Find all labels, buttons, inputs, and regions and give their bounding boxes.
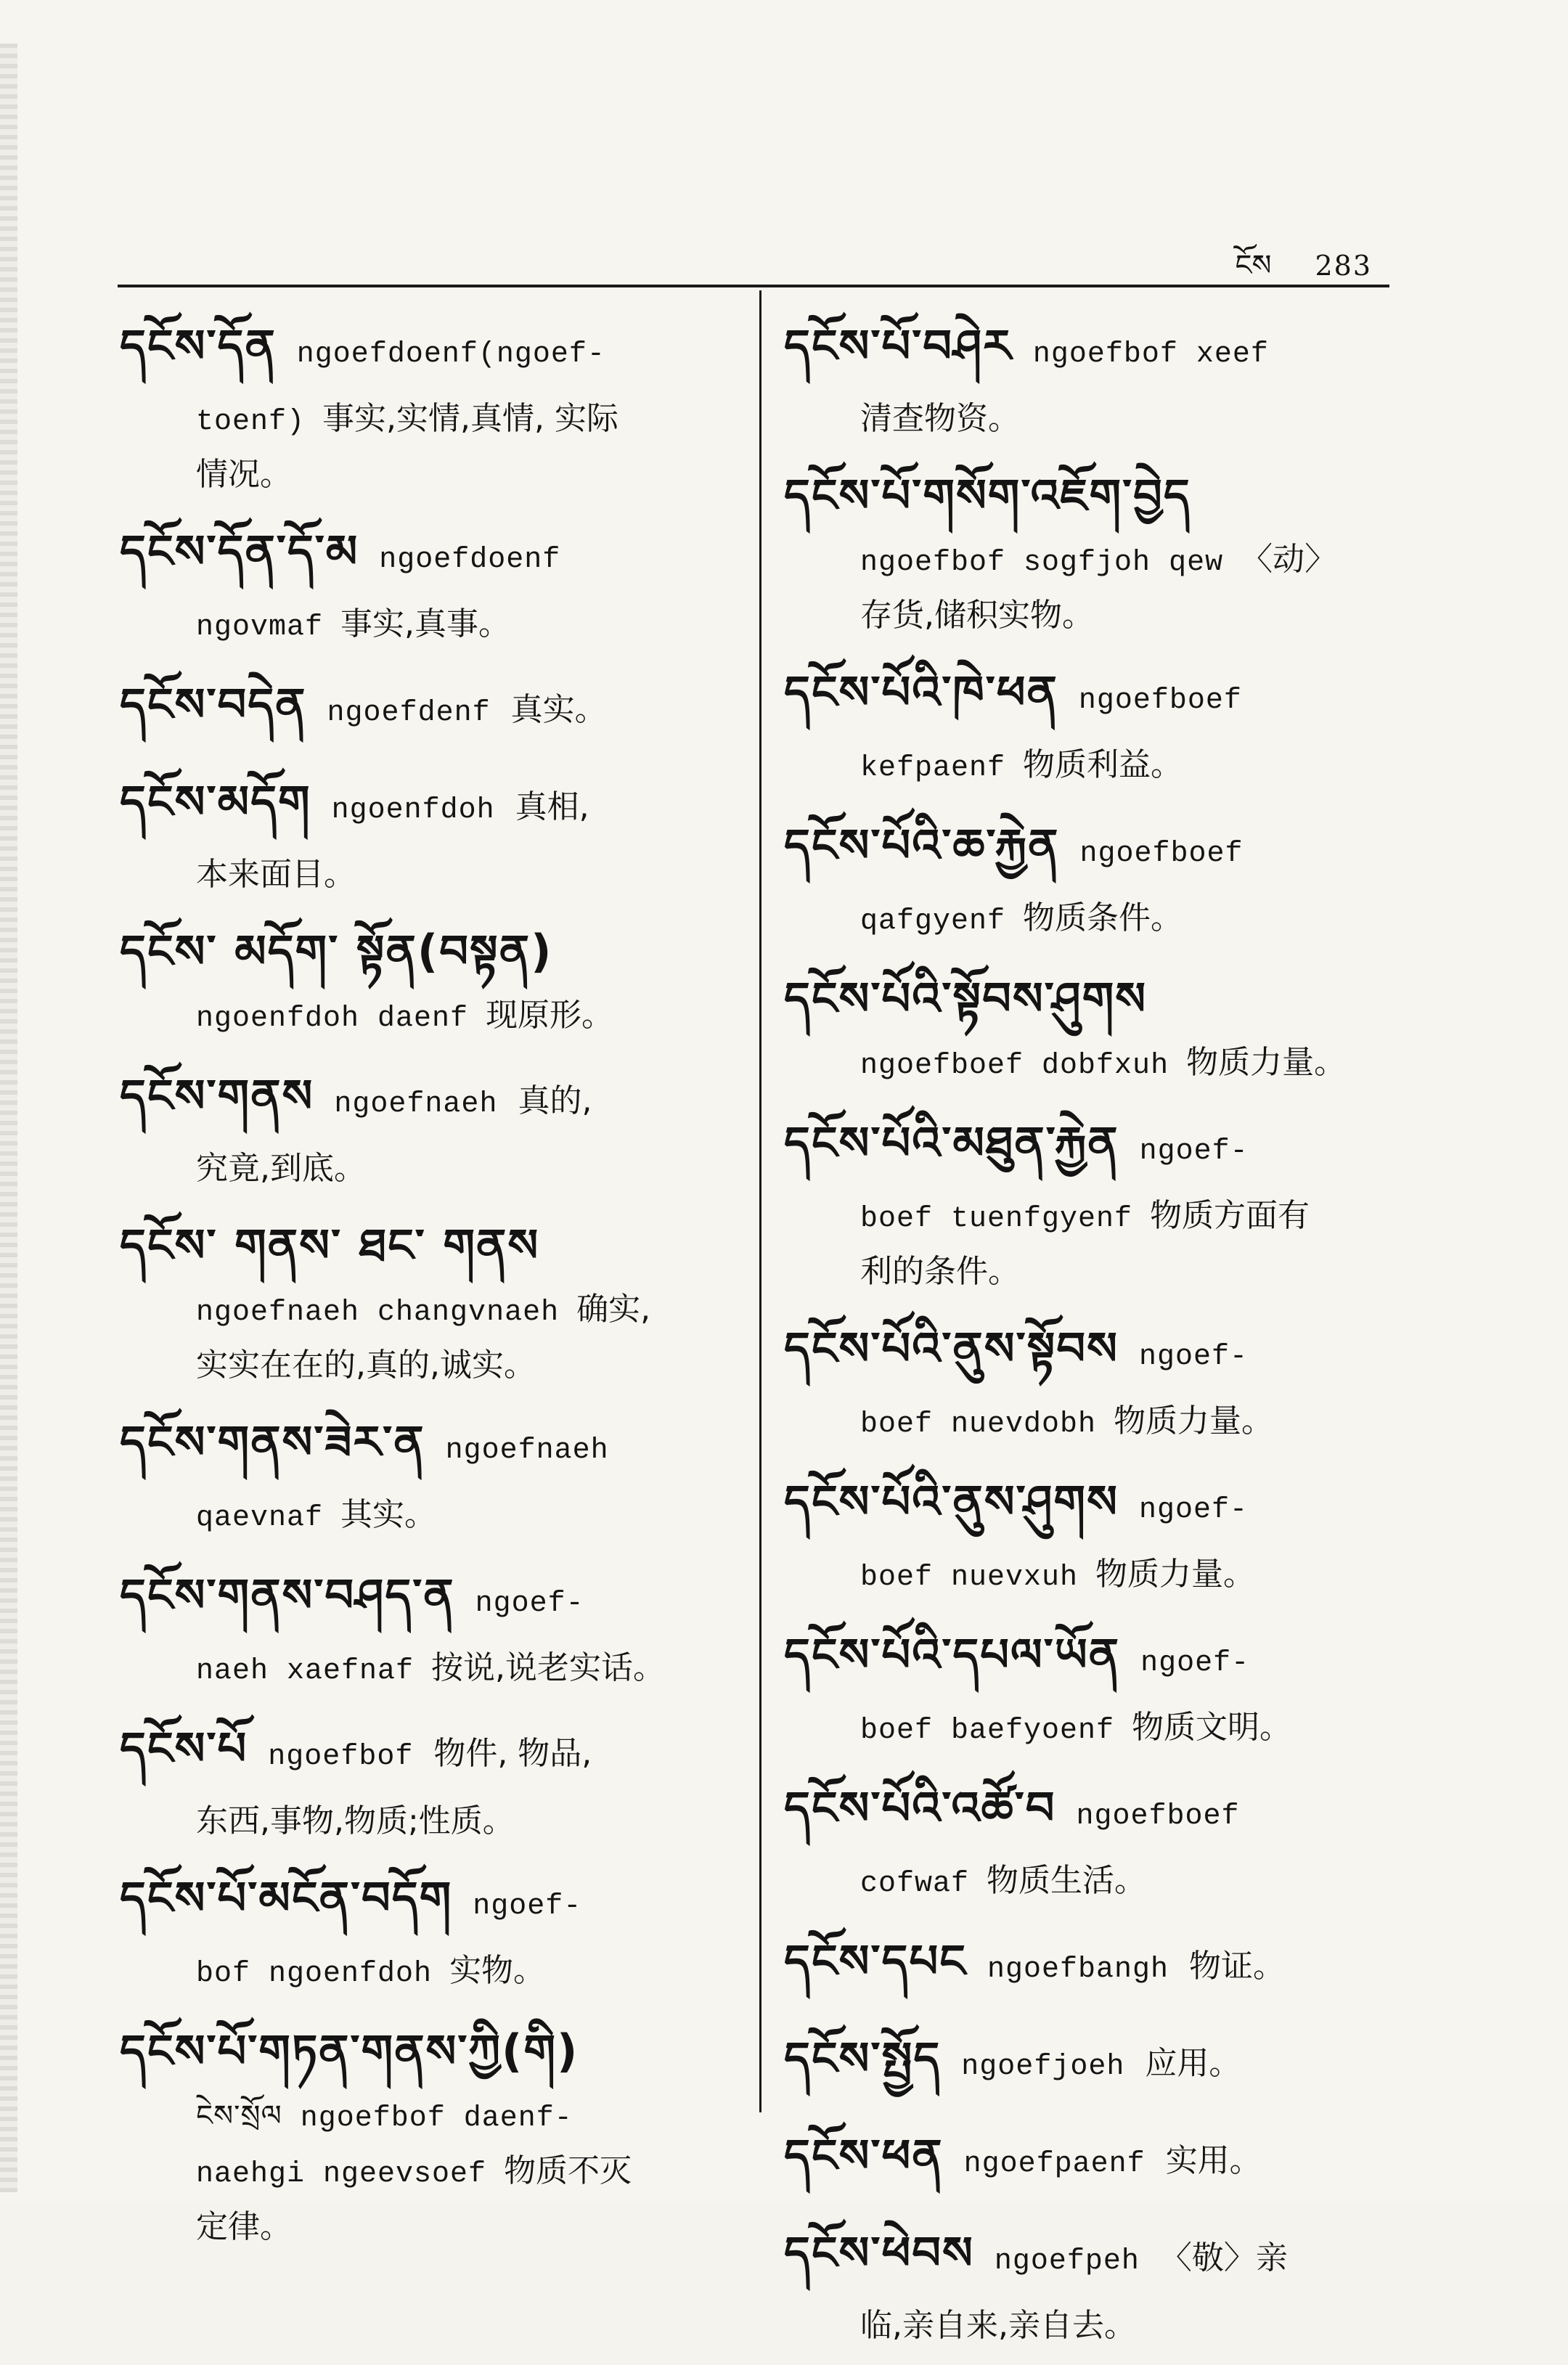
continuation-romanization: ngoefnaeh changvnaeh — [196, 1296, 560, 1329]
headword-romanization: ngoefboef — [1078, 685, 1242, 717]
entry-continuation-line — [120, 1143, 744, 1195]
dictionary-entry — [784, 1311, 1408, 1451]
entry-continuation-line — [784, 1037, 1408, 1092]
continuation-romanization: kefpaenf — [860, 752, 1006, 785]
entry-headline — [784, 2118, 1408, 2202]
headword-tibetan: དངོས་པོའི་ཆ་རྐྱེན — [784, 819, 1060, 872]
headword-romanization: ngoef- — [473, 1890, 582, 1923]
entry-continuation-line — [784, 1190, 1408, 1246]
continuation-definition: 确实, — [576, 1291, 651, 1328]
entry-continuation-line — [784, 739, 1408, 795]
entry-continuation-line — [784, 892, 1408, 948]
entry-continuation-line — [120, 1945, 744, 2001]
dictionary-entry — [784, 2021, 1408, 2105]
headword-romanization: ngoefnaeh — [445, 1434, 609, 1467]
headword-tibetan: དངོས་པོའི་མཐུན་རྐྱེན — [784, 1116, 1119, 1169]
entry-headline — [784, 2215, 1408, 2300]
headword-tibetan: དངོས་པོ་མངོན་བདོག — [120, 1871, 453, 1924]
continuation-definition: 存货,储积实物。 — [860, 597, 1094, 634]
entry-continuation-line — [120, 2145, 744, 2201]
entry-headline — [784, 1924, 1408, 2008]
entry-headline — [784, 1464, 1408, 1548]
definition-chinese: 实用。 — [1165, 2142, 1262, 2179]
entry-headline — [784, 1617, 1408, 1702]
dictionary-entry — [784, 808, 1408, 948]
entry-continuation-line — [120, 2201, 744, 2253]
continuation-definition: 利的条件。 — [860, 1253, 1020, 1290]
continuation-definition: 物质条件。 — [1023, 899, 1183, 936]
dictionary-entry — [120, 1860, 744, 2001]
headword-tibetan: དངོས་པོའི་ཁེ་ཕན — [784, 666, 1058, 719]
continuation-definition: 物质力量。 — [1095, 1556, 1256, 1593]
continuation-definition: 物质生活。 — [987, 1862, 1147, 1899]
headword-romanization: ngoefnaeh — [334, 1088, 498, 1121]
dictionary-entry — [120, 514, 744, 654]
entry-headline — [784, 1770, 1408, 1855]
continuation-definition: 〈动〉 — [1241, 541, 1337, 578]
continuation-definition: 清查物资。 — [860, 400, 1020, 437]
headword-tibetan: དངོས་དོན — [120, 319, 277, 372]
headword-tibetan: དངོས་པོའི་དཔལ་ཡོན — [784, 1628, 1121, 1681]
continuation-romanization: bof ngoenfdoh — [196, 1958, 433, 1990]
continuation-romanization: ngoefboef dobfxuh — [860, 1050, 1169, 1082]
dictionary-entry — [784, 1924, 1408, 2008]
entry-continuation-line — [120, 1489, 744, 1545]
entry-continuation-line — [784, 1246, 1408, 1298]
entry-continuation-line — [784, 2300, 1408, 2352]
continuation-romanization: qaevnaf — [196, 1502, 324, 1535]
entry-continuation-line — [120, 849, 744, 901]
entry-continuation-line — [784, 393, 1408, 445]
entry-continuation-line — [120, 393, 744, 449]
headword-romanization: ngoefbangh — [987, 1953, 1169, 1986]
headword-tibetan: དངོས་ཕེབས — [784, 2226, 974, 2279]
dictionary-entry — [120, 1711, 744, 1847]
entry-headline — [784, 458, 1408, 534]
continuation-definition: 实实在在的,真的,诚实。 — [196, 1347, 536, 1384]
headword-tibetan: དངོས་པོའི་སྟོབས་ཤུགས — [784, 972, 1148, 1025]
continuation-romanization: ngoefbof sogfjoh qew — [860, 547, 1224, 579]
entry-headline — [120, 1405, 744, 1489]
dictionary-entry — [784, 1617, 1408, 1757]
entry-continuation-line — [120, 1339, 744, 1392]
entry-continuation-line — [784, 589, 1408, 642]
entry-headline — [784, 808, 1408, 892]
entry-continuation-line — [120, 1795, 744, 1847]
entry-headline — [120, 309, 744, 393]
definition-chinese: 〈敬〉亲 — [1159, 2239, 1288, 2276]
dictionary-entry — [120, 2014, 744, 2253]
continuation-definition: 临,亲自来,亲自去。 — [860, 2307, 1136, 2344]
left-column — [120, 309, 744, 2266]
continuation-definition: 事实,真事。 — [340, 605, 511, 642]
headword-romanization: ngoef- — [475, 1588, 584, 1620]
continuation-definition: 物质力量。 — [1114, 1402, 1274, 1439]
headword-romanization: ngoefpeh — [994, 2245, 1140, 2278]
headword-romanization: ngoefpaenf — [963, 2148, 1146, 2181]
right-column — [784, 309, 1408, 2365]
entry-continuation-line — [120, 1642, 744, 1698]
headword-tibetan: དངོས་པོའི་ནུས་སྟོབས — [784, 1322, 1119, 1375]
continuation-definition: 情况。 — [196, 456, 292, 493]
headword-romanization: ngoefbof — [268, 1741, 414, 1773]
dictionary-entry — [784, 458, 1408, 642]
dictionary-entry — [120, 914, 744, 1045]
continuation-romanization: ངེས་སྲོལ ngoefbof daenf- — [196, 2102, 573, 2135]
continuation-definition: 物质不灭 — [504, 2152, 632, 2189]
definition-chinese: 真的, — [518, 1082, 592, 1119]
dictionary-entry — [784, 655, 1408, 795]
entry-continuation-line — [784, 1702, 1408, 1757]
continuation-definition: 物质利益。 — [1023, 746, 1183, 783]
headword-tibetan: དངོས་དོན་དོ་མ — [120, 525, 359, 578]
continuation-definition: 物质方面有 — [1150, 1197, 1310, 1234]
continuation-romanization: ngoenfdoh daenf — [196, 1002, 469, 1035]
headword-tibetan: དངོས་གནས — [120, 1069, 314, 1122]
entry-continuation-line — [120, 1283, 744, 1339]
entry-headline — [784, 309, 1408, 393]
entry-headline — [120, 1711, 744, 1795]
continuation-definition: 现原形。 — [486, 997, 614, 1034]
dictionary-entry — [784, 1770, 1408, 1911]
entry-headline — [120, 1208, 744, 1283]
entry-headline — [784, 961, 1408, 1037]
entry-headline — [784, 1311, 1408, 1395]
entry-headline — [120, 1058, 744, 1143]
entry-headline — [120, 1860, 744, 1945]
header-rule — [118, 285, 1389, 287]
headword-tibetan: དངོས་ གནས་ ཐང་ གནས — [120, 1219, 540, 1272]
headword-romanization: ngoefboef — [1079, 838, 1244, 870]
continuation-romanization: boef nuevdobh — [860, 1408, 1097, 1441]
dictionary-entry — [784, 1106, 1408, 1298]
dictionary-entry — [120, 309, 744, 501]
entry-continuation-line — [784, 1548, 1408, 1604]
entry-continuation-line — [120, 2089, 744, 2145]
headword-romanization: ngoefbof xeef — [1032, 338, 1269, 371]
headword-tibetan: དངོས་པོའི་ནུས་ཤུགས — [784, 1475, 1119, 1528]
running-head: ངོས — [1235, 249, 1272, 282]
continuation-romanization: boef tuenfgyenf — [860, 1203, 1133, 1235]
continuation-definition: 定律。 — [196, 2208, 292, 2245]
entry-continuation-line — [120, 449, 744, 501]
headword-tibetan: དངོས་བདེན — [120, 678, 307, 731]
headword-tibetan: དངོས་གནས་ཟེར་ན — [120, 1416, 425, 1469]
entry-continuation-line — [784, 1855, 1408, 1911]
definition-chinese: 物证。 — [1189, 1948, 1286, 1985]
definition-chinese: 物件, 物品, — [433, 1735, 592, 1772]
continuation-definition: 按说,说老实话。 — [431, 1649, 666, 1686]
headword-tibetan: དངོས་པོའི་འཚོ་བ — [784, 1781, 1056, 1834]
headword-romanization: ngoefdoenf(ngoef- — [296, 338, 605, 371]
headword-tibetan: དངོས་གནས་བཤད་ན — [120, 1569, 455, 1622]
entry-headline — [784, 655, 1408, 739]
headword-romanization: ngoef- — [1138, 1494, 1248, 1527]
entry-continuation-line — [120, 598, 744, 654]
continuation-romanization: toenf) — [196, 406, 306, 438]
continuation-definition: 东西,事物,物质;性质。 — [196, 1802, 515, 1839]
headword-tibetan: དངོས་པོ་བཤེར — [784, 319, 1013, 372]
entry-headline — [784, 2021, 1408, 2105]
headword-romanization: ngoefdoenf — [379, 544, 561, 576]
column-divider — [759, 290, 761, 2112]
headword-tibetan: དངོས་ཕན — [784, 2129, 944, 2182]
dictionary-entry — [784, 2215, 1408, 2352]
entry-headline — [120, 1558, 744, 1642]
dictionary-entry — [120, 1058, 744, 1195]
entry-headline — [120, 914, 744, 989]
headword-tibetan: དངོས་པོ — [120, 1722, 248, 1775]
page-header — [1235, 232, 1372, 314]
continuation-romanization: qafgyenf — [860, 905, 1006, 938]
headword-tibetan: དངོས་པོ་གསོག་འཇོག་བྱེད — [784, 469, 1191, 522]
headword-romanization: ngoenfdoh — [331, 794, 495, 827]
scan-edge-shadow — [0, 44, 17, 2192]
continuation-romanization: boef nuevxuh — [860, 1561, 1079, 1594]
dictionary-entry — [784, 1464, 1408, 1604]
headword-tibetan: དངོས་པོ་གཏན་གནས་ཀྱི(གི) — [120, 2025, 579, 2078]
continuation-definition: 本来面目。 — [196, 856, 356, 893]
entry-headline — [120, 667, 744, 751]
headword-romanization: ngoef- — [1139, 1135, 1249, 1168]
entry-headline — [120, 514, 744, 598]
definition-chinese: 应用。 — [1145, 2045, 1241, 2082]
headword-tibetan: དངོས་ མདོག་ སྟོན(བསྟན) — [120, 925, 553, 978]
headword-tibetan: དངོས་མདོག — [120, 775, 311, 828]
entry-continuation-line — [120, 989, 744, 1045]
continuation-definition: 物质文明。 — [1132, 1709, 1292, 1746]
entry-continuation-line — [784, 1395, 1408, 1451]
dictionary-entry — [120, 1558, 744, 1698]
definition-chinese: 真实。 — [510, 691, 607, 728]
headword-romanization: ngoefjoeh — [961, 2051, 1125, 2083]
headword-romanization: ngoef- — [1140, 1647, 1250, 1680]
continuation-definition: 物质力量。 — [1186, 1044, 1347, 1081]
continuation-definition: 其实。 — [340, 1496, 437, 1533]
dictionary-entry — [784, 309, 1408, 445]
continuation-romanization: naehgi ngeevsoef — [196, 2158, 487, 2191]
continuation-definition: 实物。 — [449, 1952, 546, 1989]
dictionary-entry — [120, 667, 744, 751]
dictionary-entry — [784, 2118, 1408, 2202]
dictionary-entry — [120, 1208, 744, 1392]
entry-headline — [120, 2014, 744, 2089]
entry-headline — [120, 764, 744, 849]
headword-romanization: ngoefdenf — [327, 697, 491, 730]
dictionary-entry — [120, 1405, 744, 1545]
headword-tibetan: དངོས་སྤྱོད — [784, 2032, 942, 2085]
entry-headline — [784, 1106, 1408, 1190]
dictionary-entry — [784, 961, 1408, 1092]
continuation-romanization: boef baefyoenf — [860, 1715, 1115, 1747]
dictionary-entry — [120, 764, 744, 901]
headword-tibetan: དངོས་དཔང — [784, 1935, 967, 1988]
definition-chinese: 真相, — [515, 788, 589, 825]
continuation-definition: 事实,实情,真情, 实际 — [322, 400, 618, 437]
continuation-definition: 究竟,到底。 — [196, 1150, 366, 1187]
continuation-romanization: cofwaf — [860, 1868, 970, 1900]
entry-continuation-line — [784, 534, 1408, 589]
continuation-romanization: naeh xaefnaf — [196, 1655, 415, 1688]
continuation-romanization: ngovmaf — [196, 611, 324, 644]
headword-romanization: ngoef- — [1138, 1341, 1248, 1373]
headword-romanization: ngoefboef — [1076, 1800, 1240, 1833]
page-number: 283 — [1315, 250, 1372, 282]
